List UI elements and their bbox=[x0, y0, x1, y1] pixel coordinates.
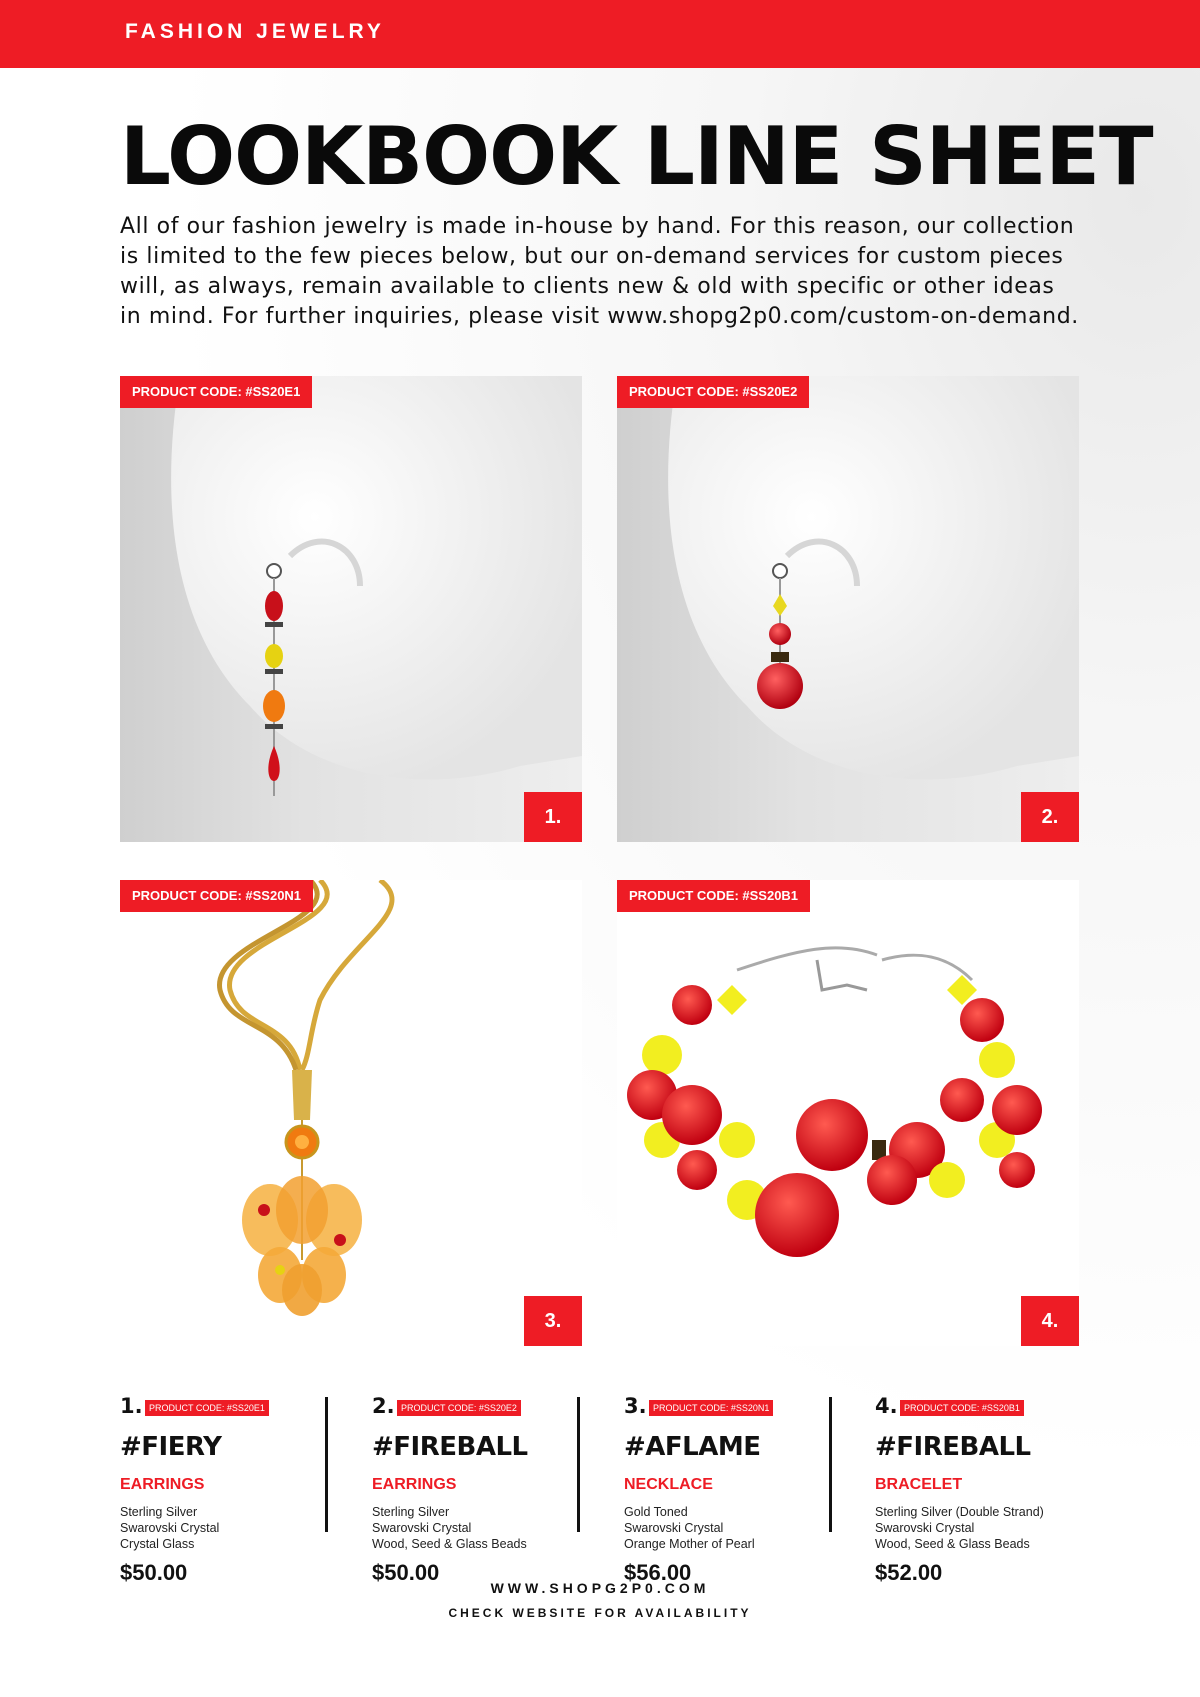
product-number-badge: 3. bbox=[524, 1296, 582, 1346]
column-divider bbox=[577, 1397, 580, 1532]
product-number: 3. bbox=[624, 1394, 647, 1418]
footer-website-link[interactable]: WWW.SHOPG2P0.COM bbox=[490, 1580, 710, 1596]
product-image-card-2[interactable] bbox=[617, 376, 1079, 842]
product-price: $52.00 bbox=[875, 1560, 943, 1585]
product-code-tag: PRODUCT CODE: #SS20E1 bbox=[120, 376, 312, 408]
product-price: $50.00 bbox=[120, 1560, 188, 1585]
product-name: #FIREBALL bbox=[875, 1432, 1031, 1462]
top-banner bbox=[0, 0, 1200, 68]
product-materials bbox=[624, 1504, 844, 1552]
material-line: Wood, Seed & Glass Beads bbox=[372, 1537, 527, 1551]
category-label: FASHION JEWELRY bbox=[125, 20, 385, 43]
product-type: EARRINGS bbox=[372, 1476, 457, 1493]
product-materials bbox=[875, 1504, 1095, 1552]
product-type: NECKLACE bbox=[624, 1476, 713, 1493]
footer-availability-note: CHECK WEBSITE FOR AVAILABILITY bbox=[448, 1606, 752, 1620]
product-number-badge: 1. bbox=[524, 792, 582, 842]
product-price: $50.00 bbox=[372, 1560, 440, 1585]
product-summary-2 bbox=[372, 1394, 592, 1586]
material-line: Swarovski Crystal bbox=[875, 1521, 975, 1535]
material-line: Sterling Silver bbox=[120, 1505, 198, 1519]
product-code-label: PRODUCT CODE: #SS20E1 bbox=[145, 1400, 269, 1416]
intro-paragraph: All of our fashion jewelry is made in-house by hand. For this reason, our collection is limited to the few pieces below, but our on-demand services for custom pieces will, as always, remain available to clients new & old with specific or other ideas in mind. For further inquiries, please visit www.shopg2p0.com/custom-on-demand. bbox=[120, 214, 1079, 329]
product-image-card-4[interactable] bbox=[617, 880, 1079, 1346]
material-line: Orange Mother of Pearl bbox=[624, 1537, 755, 1551]
column-divider bbox=[325, 1397, 328, 1532]
necklace-aflame-image bbox=[120, 880, 582, 1346]
bracelet-fireball-image bbox=[617, 880, 1079, 1346]
product-materials bbox=[120, 1504, 340, 1552]
product-code-label: PRODUCT CODE: #SS20B1 bbox=[900, 1400, 1024, 1416]
product-number-badge: 4. bbox=[1021, 1296, 1079, 1346]
product-code-tag: PRODUCT CODE: #SS20E2 bbox=[617, 376, 809, 408]
earring-fireball-image bbox=[617, 376, 1079, 842]
product-name: #FIERY bbox=[120, 1432, 222, 1462]
product-image-card-1[interactable] bbox=[120, 376, 582, 842]
page-title: LOOKBOOK LINE SHEET bbox=[120, 110, 1153, 203]
product-type: BRACELET bbox=[875, 1476, 963, 1493]
material-line: Gold Toned bbox=[624, 1505, 688, 1519]
product-materials bbox=[372, 1504, 592, 1552]
material-line: Swarovski Crystal bbox=[120, 1521, 220, 1535]
product-code-label: PRODUCT CODE: #SS20E2 bbox=[397, 1400, 521, 1416]
product-number: 2. bbox=[372, 1394, 395, 1418]
product-code-tag: PRODUCT CODE: #SS20B1 bbox=[617, 880, 810, 912]
product-code-label: PRODUCT CODE: #SS20N1 bbox=[649, 1400, 773, 1416]
product-number: 4. bbox=[875, 1394, 898, 1418]
column-divider bbox=[829, 1397, 832, 1532]
product-code-tag: PRODUCT CODE: #SS20N1 bbox=[120, 880, 313, 912]
material-line: Sterling Silver (Double Strand) bbox=[875, 1505, 1044, 1519]
product-name: #AFLAME bbox=[624, 1432, 761, 1462]
material-line: Swarovski Crystal bbox=[372, 1521, 472, 1535]
material-line: Crystal Glass bbox=[120, 1537, 195, 1551]
product-number: 1. bbox=[120, 1394, 143, 1418]
material-line: Sterling Silver bbox=[372, 1505, 450, 1519]
product-type: EARRINGS bbox=[120, 1476, 205, 1493]
material-line: Swarovski Crystal bbox=[624, 1521, 724, 1535]
product-price: $56.00 bbox=[624, 1560, 692, 1585]
product-summary-3 bbox=[624, 1394, 844, 1586]
product-number-badge: 2. bbox=[1021, 792, 1079, 842]
product-image-card-3[interactable] bbox=[120, 880, 582, 1346]
product-summary-4 bbox=[875, 1394, 1095, 1586]
product-name: #FIREBALL bbox=[372, 1432, 528, 1462]
earring-fiery-image bbox=[120, 376, 582, 842]
product-summary-1 bbox=[120, 1394, 340, 1586]
material-line: Wood, Seed & Glass Beads bbox=[875, 1537, 1030, 1551]
